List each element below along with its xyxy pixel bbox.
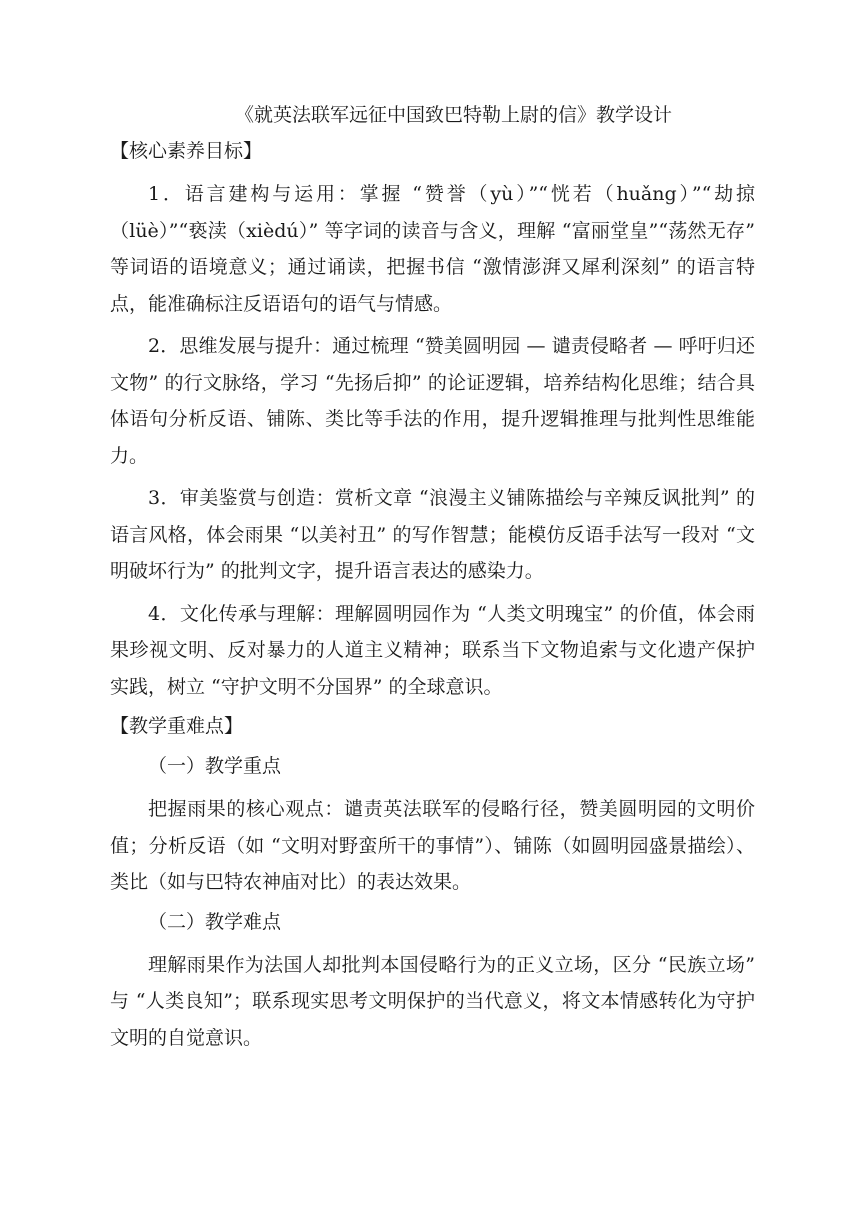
goal-paragraph-2: 2．思维发展与提升：通过梳理 “赞美圆明园 — 谴责侵略者 — 呼吁归还文物” 的行文脉络，学习 “先扬后抑” 的论证逻辑，培养结构化思维；结合具体语句分析反语、铺陈、类比等手法的作用，提升逻辑推理与批判性思维能力。 (110, 335, 755, 467)
section-heading-key-points: 【教学重难点】 (110, 715, 244, 737)
teaching-difficulty-paragraph: 理解雨果作为法国人却批判本国侵略行为的正义立场，区分 “民族立场” 与 “人类良知”；联系现实思考文明保护的当代意义，将文本情感转化为守护文明的自觉意识。 (110, 953, 755, 1049)
goal-paragraph-4: 4．文化传承与理解：理解圆明园作为 “人类文明瑰宝” 的价值，体会雨果珍视文明、反对暴力的人道主义精神；联系当下文物追索与文化遗产保护实践，树立 “守护文明不分国界” 的全球意识。 (110, 602, 755, 698)
document-title: 《就英法联军远征中国致巴特勒上尉的信》教学设计 (234, 104, 672, 126)
teaching-focus-paragraph: 把握雨果的核心观点：谴责英法联军的侵略行径，赞美圆明园的文明价值；分析反语（如 “文明对野蛮所干的事情”）、铺陈（如圆明园盛景描绘）、类比（如与巴特农神庙对比）的表达效果。 (110, 798, 755, 893)
goal-paragraph-1: 1．语言建构与运用：掌握 “赞誉（yù）”“恍若（huǎng）”“劫掠（lüè）”“亵渎（xièdú）” 等字词的读音与含义，理解 “富丽堂皇”“荡然无存” 等词语的语境意义；通过诵读，把握书信 “激情澎湃又犀利深刻” 的语言特点，能准确标注反语语句的语气与情感。 (110, 183, 755, 315)
goal-paragraph-3: 3．审美鉴赏与创造：赏析文章 “浪漫主义铺陈描绘与辛辣反讽批判” 的语言风格，体会雨果 “以美衬丑” 的写作智慧；能模仿反语手法写一段对 “文明破坏行为” 的批判文字，提升语言表达的感染力。 (110, 487, 755, 582)
subheading-teaching-focus: （一）教学重点 (148, 755, 282, 777)
section-heading-core-goals: 【核心素养目标】 (110, 140, 263, 162)
document-content (110, 100, 755, 1062)
subheading-teaching-difficulty: （二）教学难点 (148, 910, 282, 933)
